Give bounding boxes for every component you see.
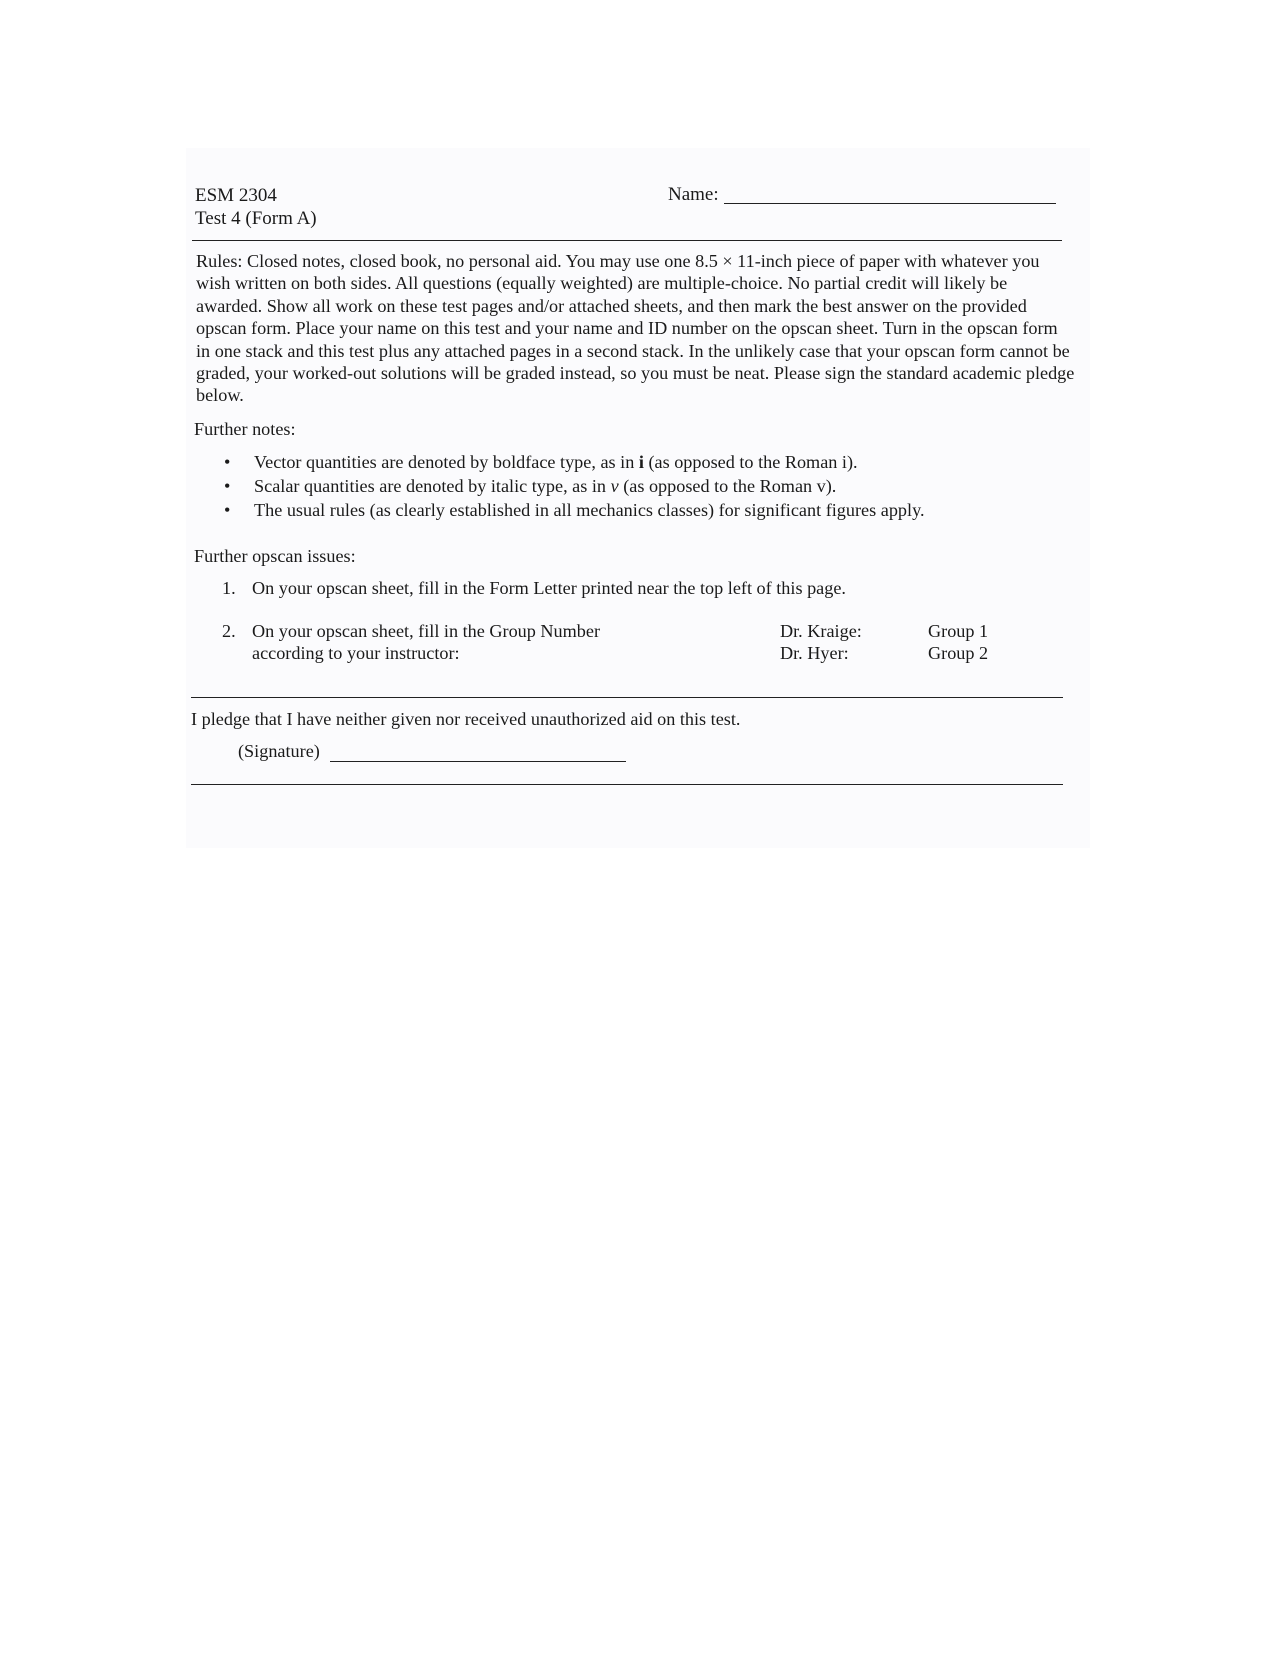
rules-paragraph: Rules: Closed notes, closed book, no personal aid. You may use one 8.5 × 11-inch piece of paper with whatever you wish written on both sides. All questions (equally weighted) are multiple-choice. No partial credit will likely be awarded. Show all work on these test pages and/or attached sheets, and then mark the best answer on the provided opscan form. Place your name on this test and your name and ID number on the opscan sheet. Turn in the opscan form in one stack and this test plus any attached pages in a second stack. In the unlikely case that your opscan form cannot be graded, your worked-out solutions will be graded instead, so you must be neat. Please sign the standard academic pledge below. xyxy=(196,251,1075,406)
italic-symbol: v xyxy=(610,476,619,496)
list-item: • Vector quantities are denoted by boldface type, as in i (as opposed to the Roman i). xyxy=(224,452,858,472)
pledge-text: I pledge that I have neither given nor received unauthorized aid on this test. xyxy=(191,709,741,729)
further-notes-label: Further notes: xyxy=(194,419,296,439)
instructor-name: Dr. Hyer: xyxy=(780,643,849,663)
opscan-item-2-number: 2. xyxy=(222,621,236,641)
opscan-issues-label: Further opscan issues: xyxy=(194,546,356,566)
header-divider xyxy=(192,240,1062,241)
signature-field-line[interactable] xyxy=(330,761,626,762)
name-label: Name: xyxy=(668,184,719,205)
boldface-symbol: i xyxy=(638,452,644,472)
pledge-top-divider xyxy=(191,697,1063,698)
opscan-item-2-line2: according to your instructor: xyxy=(252,643,460,663)
instructor-name: Dr. Kraige: xyxy=(780,621,862,641)
name-field-line[interactable] xyxy=(724,203,1056,204)
course-code: ESM 2304 xyxy=(195,185,277,206)
list-item: • The usual rules (as clearly established in all mechanics classes) for significant figures apply. xyxy=(224,500,925,520)
bullet-icon: • xyxy=(224,476,231,496)
test-title: Test 4 (Form A) xyxy=(195,208,317,229)
bullet-icon: • xyxy=(224,500,231,520)
bullet-icon: • xyxy=(224,452,231,472)
further-notes-list xyxy=(224,450,925,522)
opscan-item-1-text: On your opscan sheet, fill in the Form Letter printed near the top left of this page. xyxy=(252,578,846,598)
opscan-item-1-number: 1. xyxy=(222,578,236,598)
pledge-bottom-divider xyxy=(191,784,1063,785)
instructor-group: Group 1 xyxy=(928,621,989,641)
opscan-item-2-line1: On your opscan sheet, fill in the Group Number xyxy=(252,621,601,641)
instructor-group: Group 2 xyxy=(928,643,989,663)
signature-label: (Signature) xyxy=(238,741,320,761)
list-item: • Scalar quantities are denoted by italic type, as in v (as opposed to the Roman v). xyxy=(224,476,837,496)
